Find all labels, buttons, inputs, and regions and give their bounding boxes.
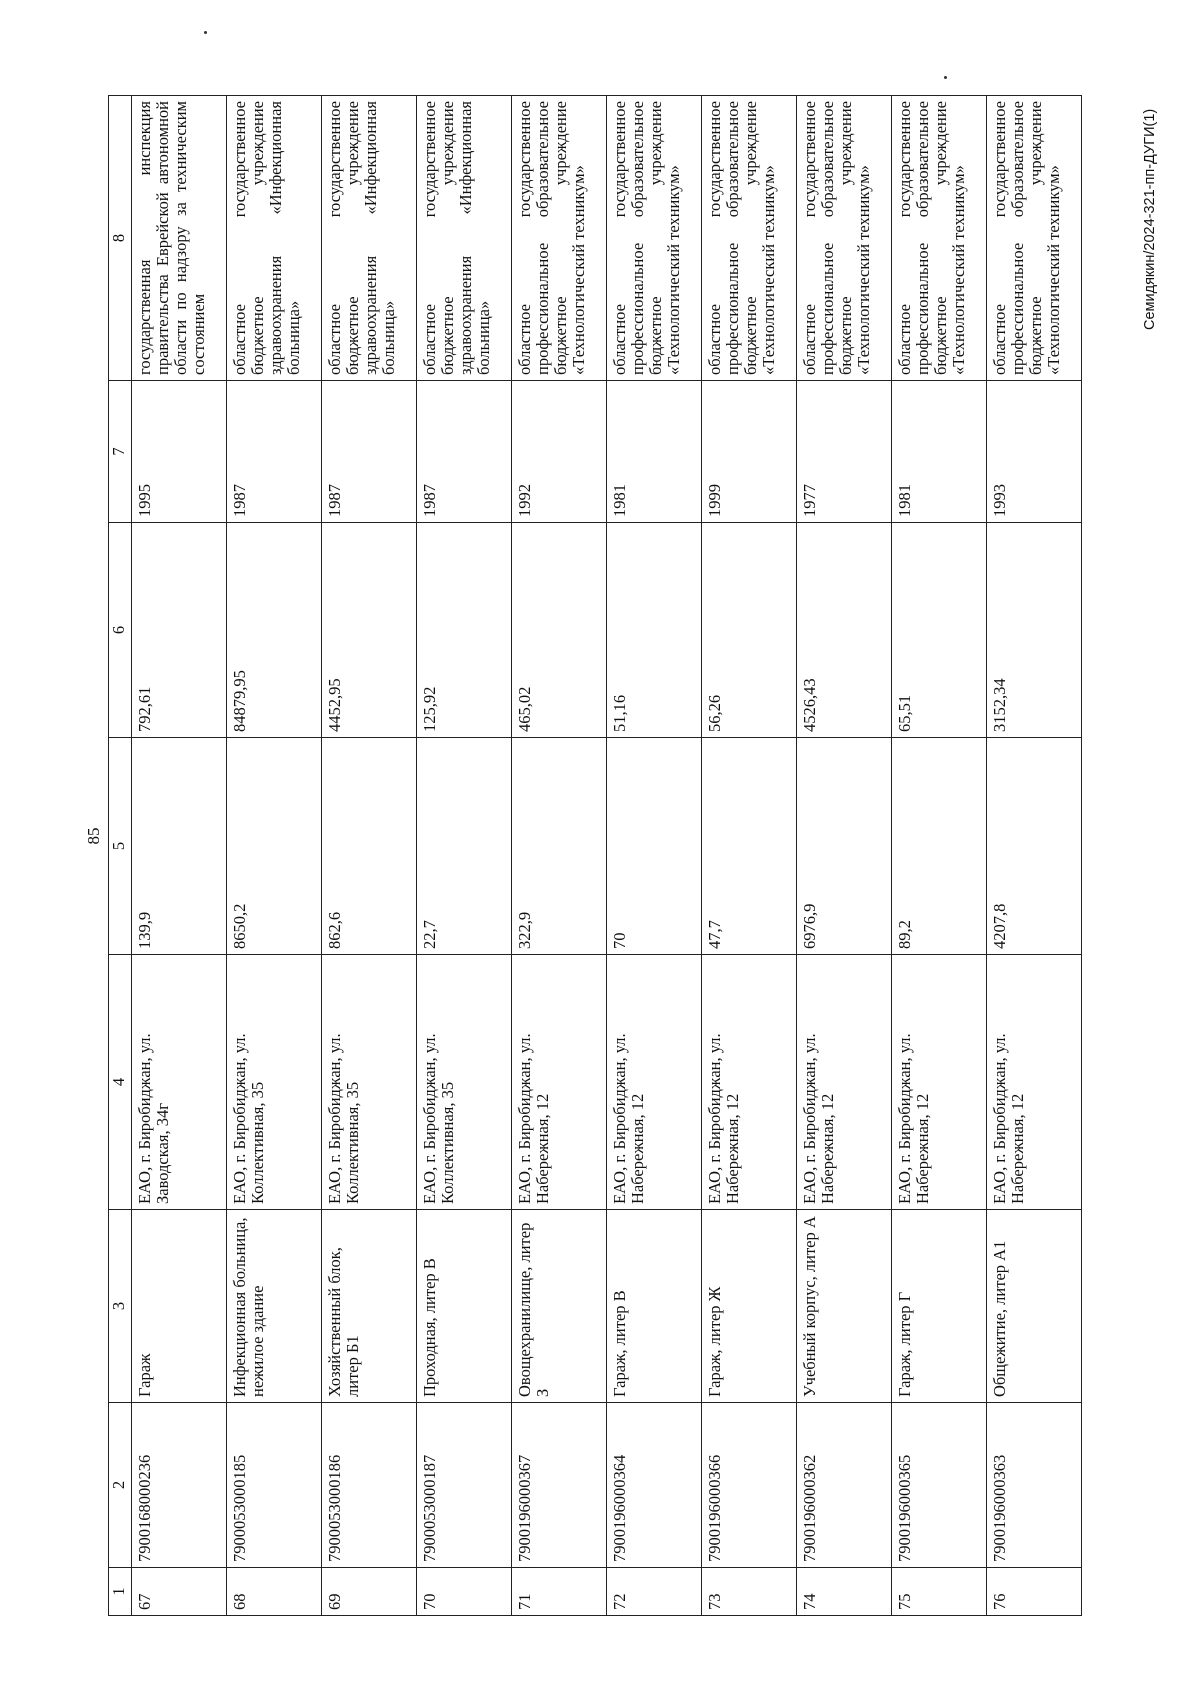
object-area: 862,6	[322, 738, 417, 955]
object-name: Гараж, литер Ж	[702, 1210, 797, 1403]
table-row	[417, 96, 512, 1616]
object-value: 65,51	[892, 523, 987, 738]
cadastral-code: 7900196000366	[702, 1403, 797, 1568]
column-header: 3	[109, 1210, 132, 1403]
object-name: Овощехранилище, литер З	[512, 1210, 607, 1403]
row-number: 76	[987, 1568, 1082, 1616]
row-number: 72	[607, 1568, 702, 1616]
object-year: 1992	[512, 381, 607, 523]
object-holder: областное государственное бюджетное учреждение здравоохранения «Инфекционная больница»	[227, 96, 322, 381]
row-number: 67	[132, 1568, 227, 1616]
column-header: 1	[109, 1568, 132, 1616]
cadastral-code: 7900196000365	[892, 1403, 987, 1568]
object-area: 8650,2	[227, 738, 322, 955]
object-area: 89,2	[892, 738, 987, 955]
object-year: 1977	[797, 381, 892, 523]
object-holder: областное государственное профессиональное образовательное бюджетное учреждение «Технологический техникум»	[607, 96, 702, 381]
object-area: 6976,9	[797, 738, 892, 955]
object-name: Общежитие, литер А1	[987, 1210, 1082, 1403]
object-year: 1981	[892, 381, 987, 523]
rotated-content	[84, 66, 1084, 1616]
cadastral-code: 7900196000367	[512, 1403, 607, 1568]
object-year: 1995	[132, 381, 227, 523]
object-address: ЕАО, г. Биробиджан, ул. Набережная, 12	[607, 955, 702, 1210]
object-holder: государственная инспекция правительства Еврейской автономной области по надзору за техническим состоянием	[132, 96, 227, 381]
cadastral-code: 7900053000187	[417, 1403, 512, 1568]
object-name: Хозяйственный блок, литер Б1	[322, 1210, 417, 1403]
object-value: 4452,95	[322, 523, 417, 738]
row-number: 70	[417, 1568, 512, 1616]
object-holder: областное государственное профессиональное образовательное бюджетное учреждение «Технологический техникум»	[892, 96, 987, 381]
column-header: 7	[109, 381, 132, 523]
object-year: 1987	[322, 381, 417, 523]
column-header: 4	[109, 955, 132, 1210]
table-row	[512, 96, 607, 1616]
object-area: 322,9	[512, 738, 607, 955]
object-holder: областное государственное бюджетное учреждение здравоохранения «Инфекционная больница»	[322, 96, 417, 381]
object-name: Инфекционная больница, нежилое здание	[227, 1210, 322, 1403]
object-name: Учебный корпус, литер А	[797, 1210, 892, 1403]
table-row	[797, 96, 892, 1616]
document-footer	[1140, 108, 1160, 340]
cadastral-code: 7900196000363	[987, 1403, 1082, 1568]
object-name: Гараж, литер Г	[892, 1210, 987, 1403]
scan-speck	[204, 31, 207, 34]
header-row	[109, 96, 132, 1616]
column-header: 5	[109, 738, 132, 955]
object-address: ЕАО, г. Биробиджан, ул. Набережная, 12	[797, 955, 892, 1210]
object-year: 1987	[227, 381, 322, 523]
table-row	[322, 96, 417, 1616]
object-area: 4207,8	[987, 738, 1082, 955]
row-number: 71	[512, 1568, 607, 1616]
object-value: 792,61	[132, 523, 227, 738]
object-holder: областное государственное бюджетное учреждение здравоохранения «Инфекционная больница»	[417, 96, 512, 381]
object-year: 1981	[607, 381, 702, 523]
object-value: 84879,95	[227, 523, 322, 738]
cadastral-code: 7900196000362	[797, 1403, 892, 1568]
scan-speck	[944, 76, 947, 79]
table-row	[607, 96, 702, 1616]
object-year: 1993	[987, 381, 1082, 523]
row-number: 75	[892, 1568, 987, 1616]
column-header: 2	[109, 1403, 132, 1568]
object-value: 4526,43	[797, 523, 892, 738]
object-name: Проходная, литер В	[417, 1210, 512, 1403]
row-number: 69	[322, 1568, 417, 1616]
cadastral-code: 7900053000185	[227, 1403, 322, 1568]
object-value: 125,92	[417, 523, 512, 738]
column-header: 6	[109, 523, 132, 738]
page-number: 85	[84, 827, 103, 845]
object-value: 3152,34	[987, 523, 1082, 738]
object-area: 47,7	[702, 738, 797, 955]
object-value: 465,02	[512, 523, 607, 738]
object-area: 22,7	[417, 738, 512, 955]
table-row	[132, 96, 227, 1616]
object-address: ЕАО, г. Биробиджан, ул. Заводская, 34г	[132, 955, 227, 1210]
object-area: 70	[607, 738, 702, 955]
table-row	[227, 96, 322, 1616]
table-row	[987, 96, 1082, 1616]
object-area: 139,9	[132, 738, 227, 955]
table-row	[892, 96, 987, 1616]
object-holder: областное государственное профессиональное образовательное бюджетное учреждение «Технологический техникум»	[512, 96, 607, 381]
object-name: Гараж	[132, 1210, 227, 1403]
table-row	[702, 96, 797, 1616]
column-header: 8	[109, 96, 132, 381]
row-number: 73	[702, 1568, 797, 1616]
row-number: 68	[227, 1568, 322, 1616]
object-address: ЕАО, г. Биробиджан, ул. Набережная, 12	[702, 955, 797, 1210]
object-holder: областное государственное профессиональное образовательное бюджетное учреждение «Технологический техникум»	[987, 96, 1082, 381]
cadastral-code: 7900168000236	[132, 1403, 227, 1568]
row-number: 74	[797, 1568, 892, 1616]
object-value: 56,26	[702, 523, 797, 738]
object-address: ЕАО, г. Биробиджан, ул. Коллективная, 35	[227, 955, 322, 1210]
object-value: 51,16	[607, 523, 702, 738]
object-address: ЕАО, г. Биробиджан, ул. Коллективная, 35	[417, 955, 512, 1210]
cadastral-code: 7900053000186	[322, 1403, 417, 1568]
object-address: ЕАО, г. Биробиджан, ул. Набережная, 12	[512, 955, 607, 1210]
property-registry-table	[108, 95, 1082, 1616]
object-address: ЕАО, г. Биробиджан, ул. Коллективная, 35	[322, 955, 417, 1210]
object-address: ЕАО, г. Биробиджан, ул. Набережная, 12	[987, 955, 1082, 1210]
object-holder: областное государственное профессиональное образовательное бюджетное учреждение «Технологический техникум»	[702, 96, 797, 381]
object-year: 1987	[417, 381, 512, 523]
object-year: 1999	[702, 381, 797, 523]
footer-code-text: Семидякин/2024-321-пп-ДУГИ(1)	[1142, 108, 1158, 330]
object-address: ЕАО, г. Биробиджан, ул. Набережная, 12	[892, 955, 987, 1210]
object-name: Гараж, литер В	[607, 1210, 702, 1403]
cadastral-code: 7900196000364	[607, 1403, 702, 1568]
object-holder: областное государственное профессиональное образовательное бюджетное учреждение «Технологический техникум»	[797, 96, 892, 381]
